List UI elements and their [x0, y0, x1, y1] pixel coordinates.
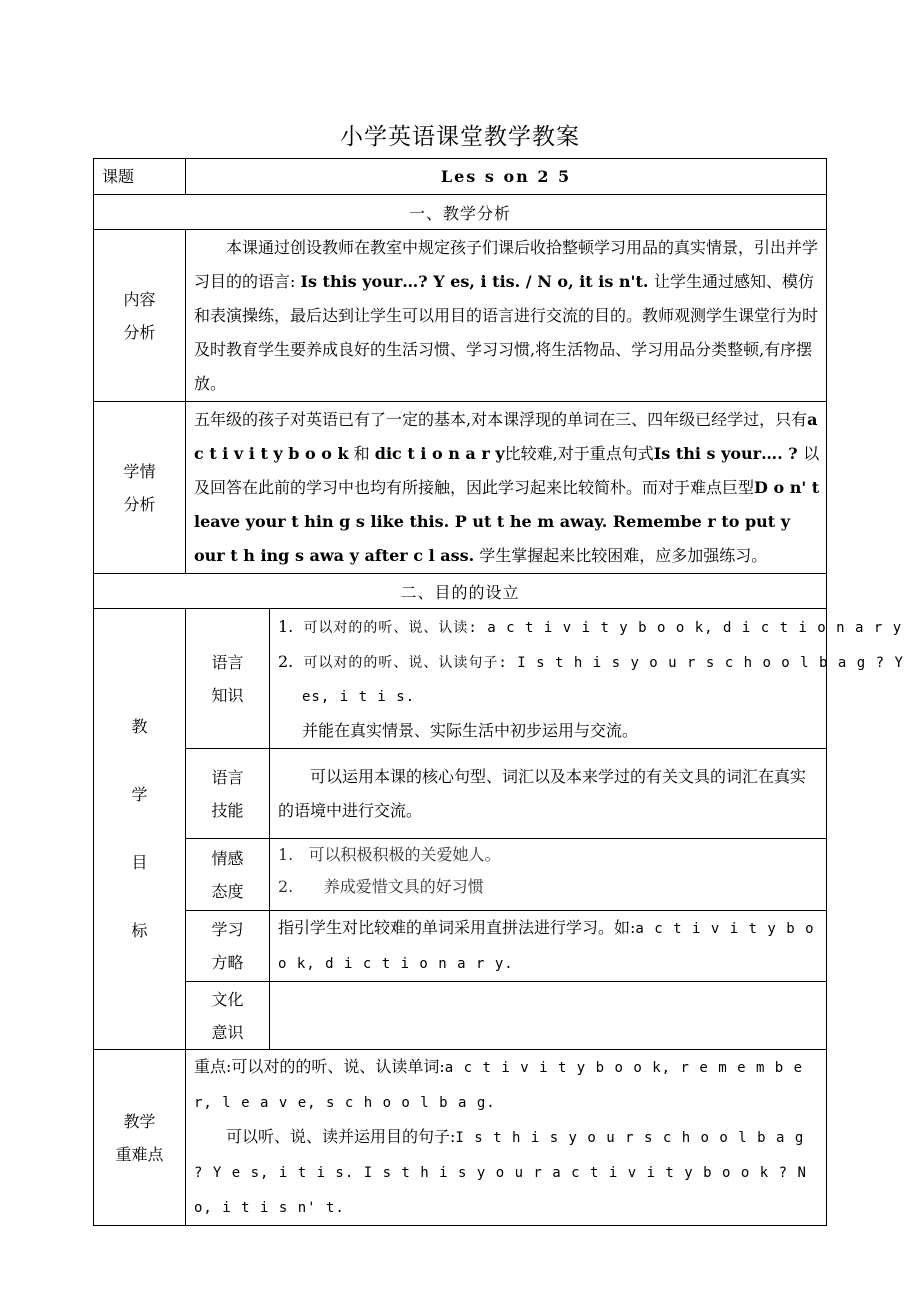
learner-word-activity-book: a c t i v i t y b o o k: [194, 409, 818, 463]
learner-difficult-sentences: D o n' t leave your t hin g s like this. P ut t he m away. Remembe r to put y our t h ing s awa y after c l ass.: [194, 477, 820, 565]
document-title: 小学英语课堂教学教案: [340, 124, 580, 150]
language-skill-text: 可以运用本课的核心句型、词汇以及本来学过的有关文具的词汇在真实的语境中进行交流。: [278, 766, 807, 820]
learner-analysis-and: 和: [348, 443, 375, 463]
language-skill-label-line2: 技能: [211, 800, 244, 820]
learner-analysis-part5: 比较难,对于重点句式: [504, 443, 654, 463]
language-knowledge-label: [186, 609, 270, 749]
key-points-label-line1: 教学: [123, 1111, 156, 1131]
knowledge-item-1-num: 1.: [278, 616, 294, 636]
language-knowledge-label-line2: 知识: [211, 685, 244, 705]
goals-side-label: [94, 609, 186, 1050]
content-analysis-label-line1: 内容: [123, 289, 156, 309]
key-points-label: [94, 1050, 186, 1226]
cultural-awareness-label: [186, 982, 270, 1050]
content-analysis-label-line2: 分析: [123, 322, 156, 342]
lesson-label: 课题: [94, 159, 186, 195]
emotion-attitude-label-line2: 态度: [211, 881, 244, 901]
learner-key-sentence: Is thi s your…. ?: [653, 443, 804, 463]
learner-analysis-label: [94, 402, 186, 574]
learner-analysis-label-line2: 分析: [123, 494, 156, 514]
learner-word-dictionary: dic t i o n a r y: [374, 443, 505, 463]
language-skill-label-line1: 语言: [211, 767, 244, 787]
knowledge-item-1-text: 可以对的的听、说、认读: a c t i v i t y b o o k, d i c t i o n a r y: [303, 619, 903, 636]
emotion-item-1: 1. 可以积极积极的关爱她人。: [278, 845, 501, 864]
goals-side-char-2: 学: [131, 785, 148, 804]
key-points-difficult-sentences: I s t h i s y o u r s c h o o l b a g ? Y e s, i t i s. I s t h i s y o u r a c t i v i t y b o o k ? N o, i t i s n' t.: [194, 1130, 807, 1216]
learning-strategy-words: a c t i v i t y b o o k, d i c t i o n a r y.: [278, 921, 815, 972]
key-points-content: [186, 1050, 827, 1226]
learner-analysis-part9: 学生掌握起来比较困难，应多加强练习。: [474, 545, 768, 565]
content-analysis-sentence: Is this your…? Y es, i tis. / N o, it is n't.: [300, 271, 654, 291]
cultural-awareness-label-line2: 意识: [211, 1022, 244, 1042]
learner-analysis-text: [186, 402, 827, 574]
learning-strategy-content: [270, 911, 827, 982]
content-analysis-text: [186, 230, 827, 402]
content-analysis-part3: 让学生通过感知、模仿和表演操练，最后达到让学生可以用目的语言进行交流的目的。教师观测学生课堂行为时及时教育学生要养成良好的生活习惯、学习习惯,将生活物品、学习用品分类整顿,有序摆放。: [194, 271, 819, 393]
learner-analysis-part1: 五年级的孩子对英语已有了一定的基本,对本课浮现的单词在三、四年级已经学过，只有: [194, 409, 808, 429]
learning-strategy-label-line1: 学习: [211, 920, 244, 939]
language-knowledge-label-line1: 语言: [211, 652, 244, 672]
learning-strategy-text: 指引学生对比较难的单词采用直拼法进行学习。如:: [278, 918, 636, 937]
section-teaching-analysis: 一、教学分析: [94, 195, 827, 230]
emotion-attitude-label: [186, 839, 270, 911]
knowledge-item-2-continuation: es, i t i s.: [302, 688, 416, 705]
learning-strategy-label: [186, 911, 270, 982]
lesson-plan-table: [93, 158, 904, 1226]
emotion-attitude-label-line1: 情感: [211, 848, 244, 868]
key-points-focus-words: a c t i v i t y b o o k, r e m e m b e r, l e a v e, s c h o o l b a g.: [194, 1060, 804, 1111]
goals-side-char-1: 教: [131, 717, 148, 736]
lesson-value: Les s on 2 5: [186, 159, 827, 195]
knowledge-item-3-text: 并能在真实情景、实际生活中初步运用与交流。: [302, 720, 639, 740]
content-analysis-part1: 本课通过创设教师在教室中规定孩子们课后收拾整顿学习用品的真实情景，引出并学习目的的语言:: [194, 237, 819, 291]
learner-analysis-label-line1: 学情: [123, 461, 156, 481]
language-knowledge-content: [270, 609, 904, 749]
language-skill-label: [186, 749, 270, 839]
knowledge-item-2-text: 可以对的的听、说、认读句子: I s t h i s y o u r s c h o o l b a g ? Y: [303, 654, 904, 671]
emotion-item-2: 2. 养成爱惜文具的好习惯: [278, 877, 484, 896]
learning-strategy-label-line2: 方略: [211, 953, 244, 972]
emotion-attitude-content: [270, 839, 827, 911]
goals-side-char-3: 目: [131, 853, 148, 872]
cultural-awareness-label-line1: 文化: [211, 989, 244, 1009]
language-skill-content: [270, 749, 827, 839]
section-goal-setting: 二、目的的设立: [94, 574, 827, 609]
key-points-difficult-label: 可以听、说、读并运用目的句子:: [226, 1127, 456, 1146]
key-points-focus-label: 重点:可以对的的听、说、认读单词:: [194, 1057, 445, 1076]
cultural-awareness-content: [270, 982, 827, 1050]
content-analysis-label: [94, 230, 186, 402]
goals-side-char-4: 标: [131, 921, 148, 940]
learner-analysis-part7: 以及回答在此前的学习中也均有所接触，因此学习起来比较简朴。而对于难点巨型: [194, 443, 820, 497]
knowledge-item-2-num: 2.: [278, 651, 294, 671]
key-points-label-line2: 重难点: [115, 1144, 164, 1164]
